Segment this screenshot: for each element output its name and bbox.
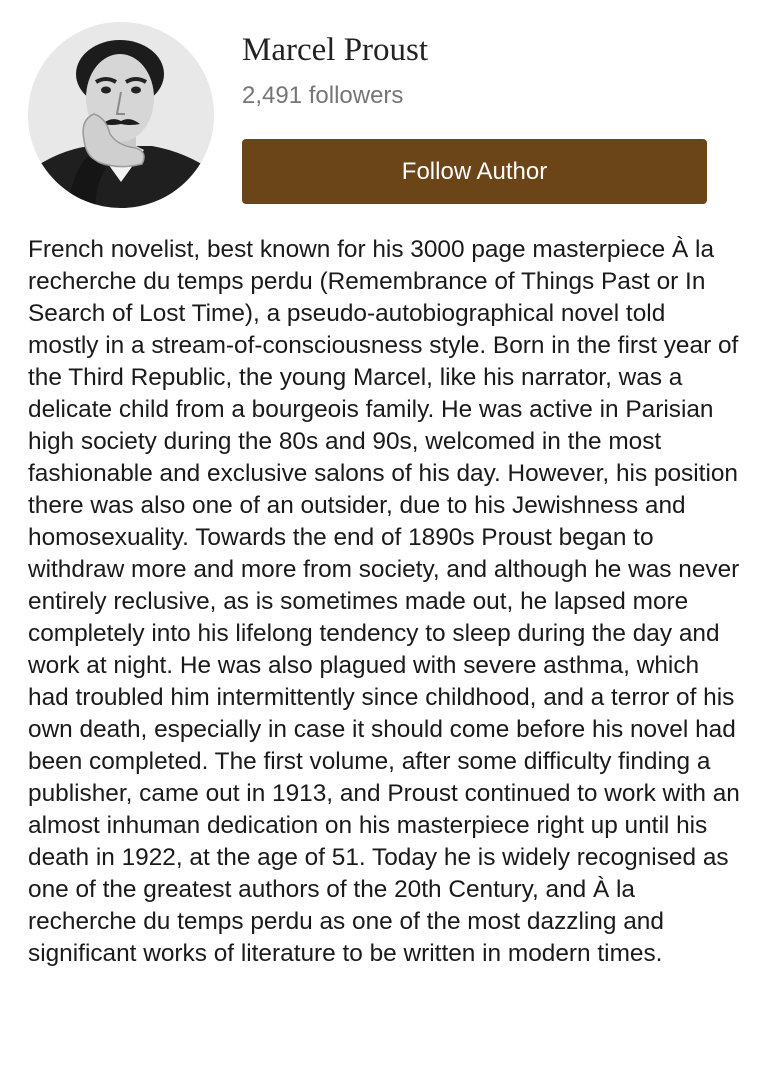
author-bio: French novelist, best known for his 3000 page masterpiece À la recherche du temps perdu (Remembrance of Things Past or In Search of Lost Time), a pseudo-autobiographical novel told mostly in a stream-of-consciousness style. Born in the first year of the Third Republic, the young Marcel, like his narrator, was a delicate child from a bourgeois family. He was active in Parisian high society during the 80s and 90s, welcomed in the most fashionable and exclusive salons of his day. However, his position there was also one of an outsider, due to his Jewishness and homosexuality. Towards the end of 1890s Proust began to withdraw more and more from society, and although he was never entirely reclusive, as is sometimes made out, he lapsed more completely into his lifelong tendency to sleep during the day and work at night. He was also plagued with severe asthma, which had troubled him intermittently since childhood, and a terror of his own death, especially in case it should come before his novel had been completed. The first volume, after some difficulty finding a publisher, came out in 1913, and Proust continued to work with an almost inhuman dedication on his masterpiece right up until his death in 1922, at the age of 51. Today he is widely recognised as one of the greatest authors of the 20th Century, and À la recherche du temps perdu as one of the most dazzling and significant works of literature to be written in modern times. [28,236,740,967]
author-header [0,0,768,222]
author-name: Marcel Proust [242,32,429,68]
author-avatar[interactable] [28,22,214,208]
followers-count: 2,491 followers [242,82,404,109]
follow-author-button[interactable]: Follow Author [242,139,707,204]
author-portrait-image [28,22,214,208]
